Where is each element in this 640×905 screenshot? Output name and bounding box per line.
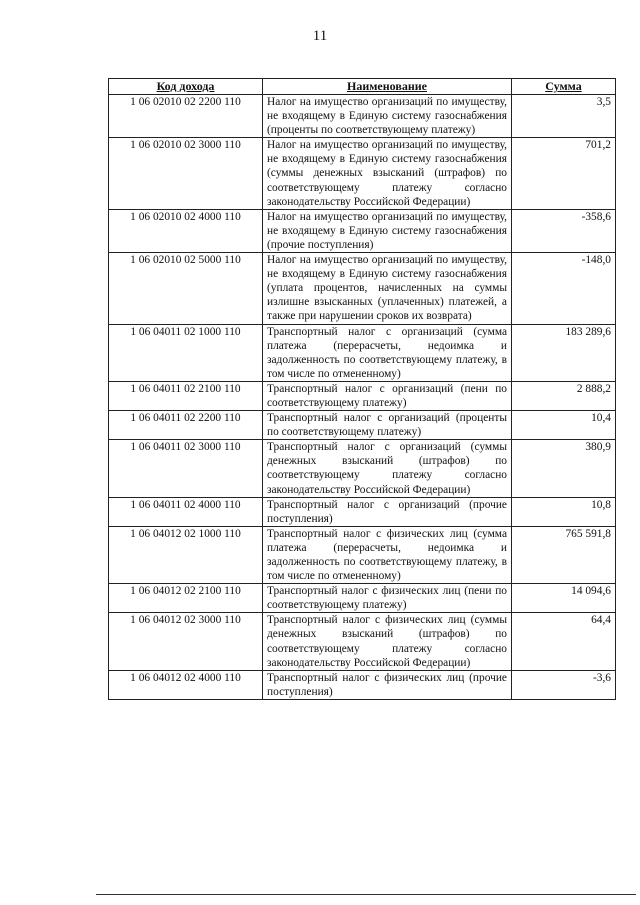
table-row [109,613,616,670]
page-number: 11 [312,28,328,44]
income-name: Налог на имущество организаций по имуществу, не входящему в Единую систему газоснабжения (суммы денежных взысканий (штрафов) по соответствующему платежу согласно законодательству Российской Федерации) [263,138,512,209]
table-header-row [109,79,616,95]
income-name: Транспортный налог с организаций (суммы денежных взысканий (штрафов) по соответствующему платежу согласно законодательству Российской Федерации) [263,440,512,497]
table-row [109,497,616,526]
income-sum: 10,8 [512,497,616,526]
table-row [109,440,616,497]
income-sum: 701,2 [512,138,616,209]
income-code: 1 06 04012 02 3000 110 [109,613,263,670]
income-name: Транспортный налог с организаций (прочие поступления) [263,497,512,526]
header-sum: Сумма [512,79,616,95]
income-code: 1 06 04011 02 3000 110 [109,440,263,497]
table-row [109,138,616,209]
page-bottom-rule [96,894,636,895]
income-name: Транспортный налог с физических лиц (пени по соответствующему платежу) [263,584,512,613]
table-row [109,584,616,613]
table-row [109,253,616,324]
income-code: 1 06 02010 02 4000 110 [109,209,263,252]
income-code: 1 06 02010 02 3000 110 [109,138,263,209]
income-name: Транспортный налог с организаций (проценты по соответствующему платежу) [263,411,512,440]
income-name: Транспортный налог с физических лиц (суммы денежных взысканий (штрафов) по соответствующему платежу согласно законодательству Российской Федерации) [263,613,512,670]
income-sum: 3,5 [512,95,616,138]
income-name: Транспортный налог с организаций (пени по соответствующему платежу) [263,381,512,410]
income-sum: -3,6 [512,670,616,699]
income-code: 1 06 02010 02 2200 110 [109,95,263,138]
header-code: Код дохода [109,79,263,95]
income-name: Транспортный налог с организаций (сумма платежа (перерасчеты, недоимка и задолженность по соответствующему платежу, в том числе по отмененному) [263,324,512,381]
income-code: 1 06 04012 02 1000 110 [109,526,263,583]
income-sum: 14 094,6 [512,584,616,613]
income-code: 1 06 04011 02 1000 110 [109,324,263,381]
income-code: 1 06 04012 02 2100 110 [109,584,263,613]
table-row [109,209,616,252]
income-sum: -148,0 [512,253,616,324]
income-code: 1 06 04011 02 2200 110 [109,411,263,440]
income-sum: 10,4 [512,411,616,440]
table-row [109,411,616,440]
income-sum: 64,4 [512,613,616,670]
income-sum: 765 591,8 [512,526,616,583]
income-name: Транспортный налог с физических лиц (прочие поступления) [263,670,512,699]
income-name: Налог на имущество организаций по имуществу, не входящему в Единую систему газоснабжения (уплата процентов, начисленных на суммы излишне взысканных (уплаченных) платежей, а также при нарушении сроков их возврата) [263,253,512,324]
table-row [109,381,616,410]
income-sum: -358,6 [512,209,616,252]
table-row [109,670,616,699]
income-name: Налог на имущество организаций по имуществу, не входящему в Единую систему газоснабжения (проценты по соответствующему платежу) [263,95,512,138]
income-name: Транспортный налог с физических лиц (сумма платежа (перерасчеты, недоимка и задолженность по соответствующему платежу, в том числе по отмененному) [263,526,512,583]
income-code: 1 06 02010 02 5000 110 [109,253,263,324]
income-code: 1 06 04011 02 2100 110 [109,381,263,410]
income-sum: 380,9 [512,440,616,497]
income-sum: 2 888,2 [512,381,616,410]
income-table [108,78,616,700]
income-code: 1 06 04011 02 4000 110 [109,497,263,526]
income-sum: 183 289,6 [512,324,616,381]
table-row [109,95,616,138]
header-name: Наименование [263,79,512,95]
table-row [109,324,616,381]
table-row [109,526,616,583]
income-name: Налог на имущество организаций по имуществу, не входящему в Единую систему газоснабжения (прочие поступления) [263,209,512,252]
income-code: 1 06 04012 02 4000 110 [109,670,263,699]
